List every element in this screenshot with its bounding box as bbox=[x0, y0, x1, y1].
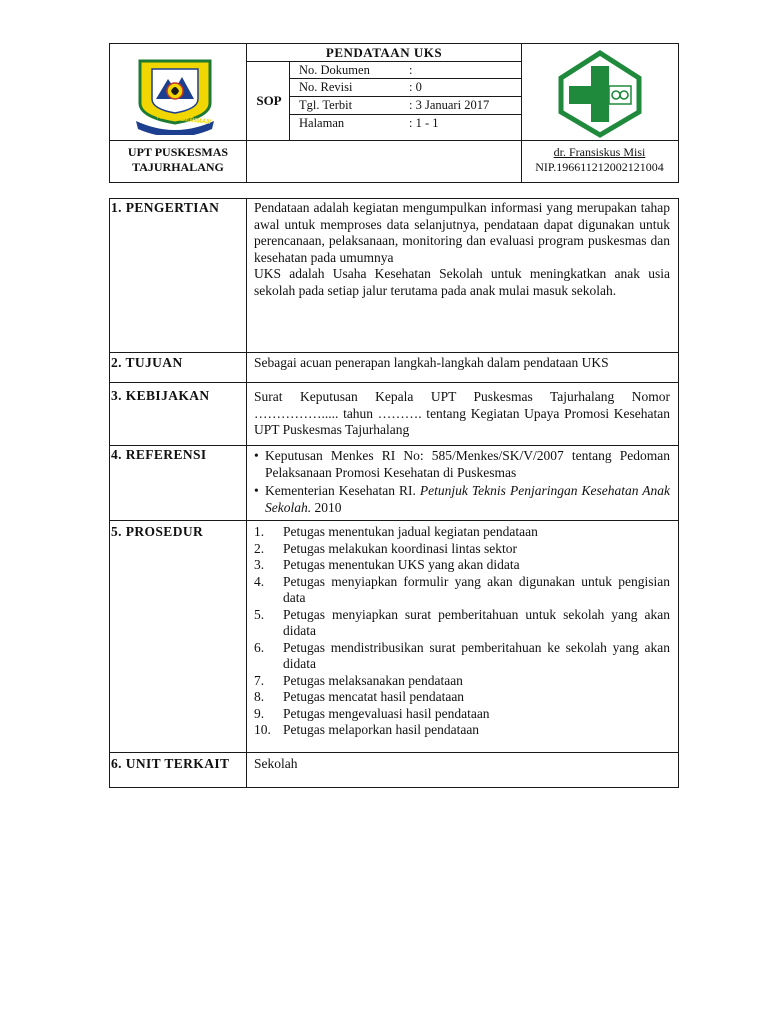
step-number: 3. bbox=[254, 557, 265, 572]
step-text: Petugas mengevaluasi hasil pendataan bbox=[283, 705, 490, 721]
signatory bbox=[521, 145, 678, 175]
procedure-step bbox=[254, 640, 670, 673]
procedure-step bbox=[254, 689, 670, 706]
meta-label: No. Dokumen bbox=[299, 63, 370, 77]
step-number: 4. bbox=[254, 573, 265, 589]
referensi-item-2-title: Petunjuk Teknis Penjaringan Kesehatan Anak Sekolah. bbox=[265, 483, 670, 515]
step-text: Petugas menyiapkan surat pemberitahuan untuk sekolah yang akan didata bbox=[283, 606, 670, 638]
meta-value: : 0 bbox=[409, 80, 422, 94]
meta-label: No. Revisi bbox=[299, 80, 353, 94]
step-number: 7. bbox=[254, 672, 265, 688]
procedure-step bbox=[254, 524, 670, 541]
referensi-item-2-year: 2010 bbox=[314, 499, 342, 515]
step-number: 6. bbox=[254, 639, 265, 655]
section-title-tujuan: 2. TUJUAN bbox=[111, 355, 183, 370]
procedure-step bbox=[254, 607, 670, 640]
puskesmas-cross-icon bbox=[555, 50, 645, 138]
section-content-unit-terkait: Sekolah bbox=[254, 756, 298, 771]
section-title-kebijakan: 3. KEBIJAKAN bbox=[111, 388, 210, 403]
pengertian-paragraph-2: UKS adalah Usaha Kesehatan Sekolah untuk meningkatkan anak usia sekolah pada setiap jalur terutama pada anak mulai masuk sekolah. bbox=[254, 266, 670, 298]
sop-label: SOP bbox=[256, 93, 282, 108]
procedure-step bbox=[254, 706, 670, 723]
step-number: 5. bbox=[254, 606, 265, 622]
procedure-step bbox=[254, 541, 670, 558]
section-title-referensi: 4. REFERENSI bbox=[111, 447, 207, 462]
step-text: Petugas melaporkan hasil pendataan bbox=[283, 722, 480, 737]
section-content-pengertian bbox=[254, 200, 670, 299]
section-content-kebijakan: Surat Keputusan Kepala UPT Puskesmas Tajurhalang Nomor ……………..... tahun ………. tentang Kegiatan Upaya Promosi Kesehatan UPT Puskesmas Tajurhalang bbox=[254, 389, 670, 437]
section-content-tujuan: Sebagai acuan penerapan langkah-langkah dalam pendataan UKS bbox=[254, 355, 609, 370]
pengertian-paragraph-1: Pendataan adalah kegiatan mengumpulkan informasi yang merupakan tahap awal untuk memproses data selanjutnya, pendataan dapat digunakan untuk perencanaan, pelaksanaan, monitoring dan evaluasi program puskesmas dan kesehatan pada umumnya bbox=[254, 200, 670, 265]
logo-caption: TEGAR BERIMAN bbox=[155, 113, 212, 126]
step-text: Petugas mendistribusikan surat pemberitahuan ke sekolah yang akan didata bbox=[283, 639, 670, 671]
procedure-step bbox=[254, 557, 670, 574]
signatory-nip: NIP.196611212002121004 bbox=[535, 160, 664, 174]
org-name bbox=[109, 145, 247, 175]
signatory-name: dr. Fransiskus Misi bbox=[553, 145, 646, 159]
procedure-step bbox=[254, 722, 670, 739]
meta-value: : bbox=[409, 63, 413, 77]
procedure-step bbox=[254, 574, 670, 607]
referensi-item-2-prefix: Kementerian Kesehatan RI. bbox=[265, 483, 416, 498]
step-text: Petugas menentukan UKS yang akan didata bbox=[283, 557, 520, 572]
step-text: Petugas melaksanakan pendataan bbox=[283, 672, 463, 688]
section-content-referensi bbox=[254, 448, 670, 518]
step-number: 8. bbox=[254, 689, 265, 704]
meta-label: Halaman bbox=[299, 116, 345, 130]
step-text: Petugas menyiapkan formulir yang akan digunakan untuk pengisian data bbox=[283, 573, 670, 605]
section-content-prosedur bbox=[254, 524, 670, 739]
referensi-item: • Keputusan Menkes RI No: 585/Menkes/SK/V/2007 tentang Pedoman Pelaksanaan Promosi Kesehatan di Puskesmas bbox=[254, 448, 670, 481]
regency-logo bbox=[130, 55, 220, 135]
section-title-pengertian: 1. PENGERTIAN bbox=[111, 200, 220, 215]
puskesmas-logo bbox=[555, 50, 645, 138]
procedure-step bbox=[254, 673, 670, 690]
step-text: Petugas menentukan jadual kegiatan pendataan bbox=[283, 524, 538, 539]
step-number: 10. bbox=[254, 722, 271, 737]
step-number: 2. bbox=[254, 540, 265, 556]
step-text: Petugas melakukan koordinasi lintas sektor bbox=[283, 540, 517, 556]
referensi-item bbox=[254, 483, 670, 516]
section-title-prosedur: 5. PROSEDUR bbox=[111, 524, 204, 539]
document-title: PENDATAAN UKS bbox=[325, 45, 443, 60]
step-number: 1. bbox=[254, 524, 265, 539]
org-line-2: TAJURHALANG bbox=[132, 160, 224, 174]
section-title-unit-terkait: 6. UNIT TERKAIT bbox=[111, 756, 230, 771]
step-number: 9. bbox=[254, 705, 265, 721]
meta-value: : 3 Januari 2017 bbox=[409, 98, 490, 112]
org-line-1: UPT PUSKESMAS bbox=[127, 145, 229, 159]
step-text: Petugas mencatat hasil pendataan bbox=[283, 689, 465, 704]
meta-value: : 1 - 1 bbox=[409, 116, 439, 130]
meta-label: Tgl. Terbit bbox=[299, 98, 353, 112]
